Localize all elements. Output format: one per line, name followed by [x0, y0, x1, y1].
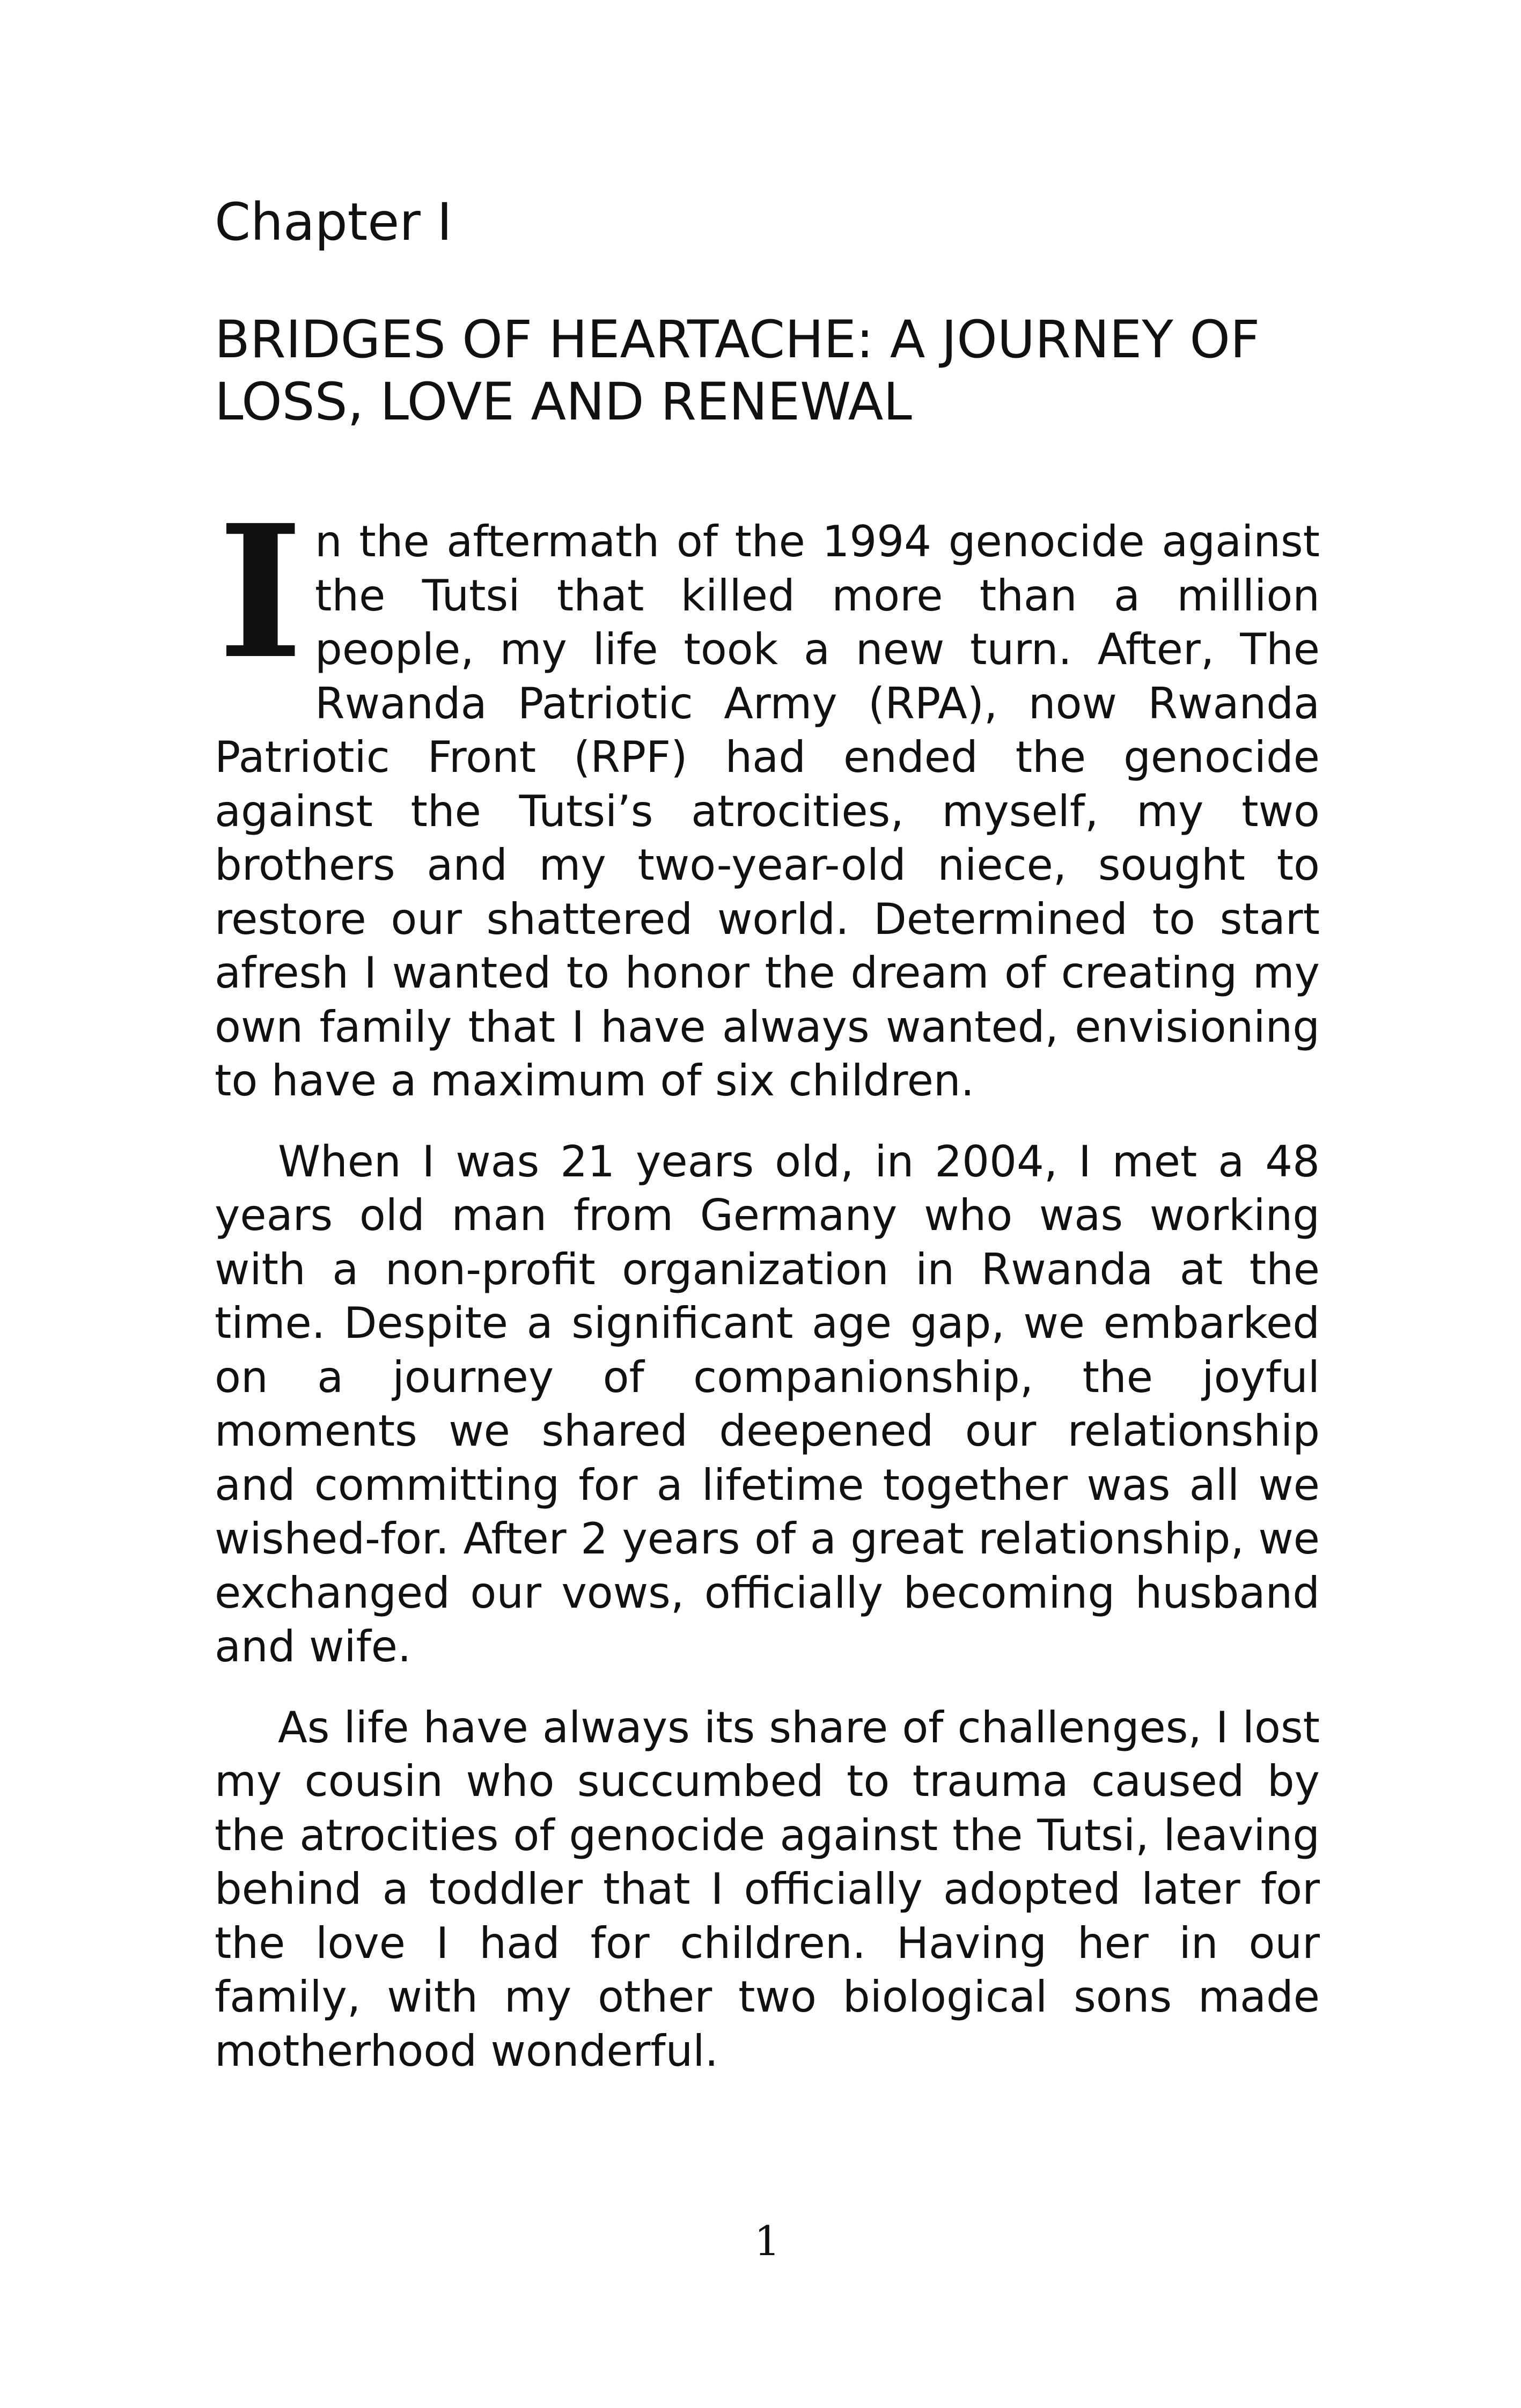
- chapter-title: BRIDGES OF HEARTACHE: A JOURNEY OF LOSS, LOVE AND RENEWAL: [215, 310, 1260, 432]
- chapter-label: Chapter I: [215, 192, 452, 252]
- paragraph-1-text: n the aftermath of the 1994 genocide against the Tutsi that killed more than a million people, my life took a new turn. After, The Rwanda Patriotic Army (RPA), now Rwanda Patriotic Front (RPF) had ended the genocide against the Tutsi’s atrocities, myself, my two brothers and my two-year-old niece, sought to restore our shattered world. Determined to start afresh I wanted to honor the dream of creating my own family that I have always wanted, envisioning to have a maximum of six children.: [215, 517, 1320, 1106]
- paragraph-2: When I was 21 years old, in 2004, I met a 48 years old man from Germany who was working with a non-profit organization in Rwanda at the time. Despite a significant age gap, we embarked on a journey of companionship, the joyful moments we shared deepened our relationship and committing for a lifetime together was all we wished-for. After 2 years of a great relationship, we exchanged our vows, officially becoming husband and wife.: [215, 1136, 1320, 1671]
- paragraph-3: As life have always its share of challenges, I lost my cousin who succumbed to trauma caused by the atrocities of genocide against the Tutsi, leaving behind a toddler that I officially adopted later for the love I had for children. Having her in our family, with my other two biological sons made motherhood wonderful.: [215, 1702, 1320, 2076]
- drop-cap-letter: I: [218, 485, 304, 699]
- page-number: 1: [754, 2217, 781, 2265]
- chapter-body: [215, 485, 1320, 2105]
- paragraph-1: [215, 485, 1320, 1108]
- book-page: [215, 0, 1320, 2408]
